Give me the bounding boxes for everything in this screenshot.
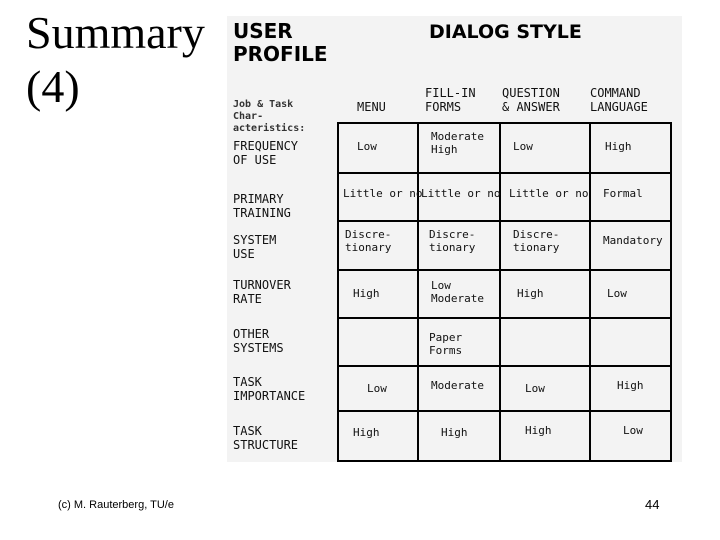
grid-cell [501, 367, 591, 412]
row-label-line1: TURNOVER [233, 278, 291, 292]
grid-cell [339, 271, 419, 319]
grid-cell-text: Low [623, 424, 643, 437]
row-label-task-importance [233, 375, 305, 403]
grid-cell-text: Formal [603, 187, 643, 200]
grid-cell [339, 412, 419, 460]
row-label-line2: STRUCTURE [233, 438, 299, 452]
grid-cell [339, 222, 419, 271]
grid-cell [591, 124, 670, 174]
grid-cell [591, 412, 670, 460]
grid-cell [501, 222, 591, 271]
grid-cell-text: Low [525, 382, 545, 395]
row-label-line1: OTHER [233, 327, 270, 341]
row-label-line2: USE [233, 247, 255, 261]
grid-cell-text: Low [431, 279, 451, 292]
row-label-line2: SYSTEMS [233, 341, 284, 355]
row-label-line2: RATE [233, 292, 262, 306]
grid-cell-text: High [525, 424, 552, 437]
grid-cell-text: High [441, 426, 468, 439]
user-profile-line2: PROFILE [233, 42, 328, 66]
column-header-question-answer [502, 86, 560, 114]
grid-cell-text: High [353, 426, 380, 439]
grid-cell-text: tionary [345, 241, 392, 254]
grid-cell-text: Moderate [431, 379, 484, 392]
grid-cell [419, 174, 501, 222]
grid-cell [419, 222, 501, 271]
grid-cell [419, 367, 501, 412]
grid-cell-text: High [517, 287, 544, 300]
grid-cell-text: tionary [513, 241, 560, 254]
grid-cell-text: Forms [429, 344, 463, 357]
grid-cell [591, 319, 670, 367]
dialog-style-grid [337, 122, 672, 462]
grid-cell [339, 319, 419, 367]
row-label-task-structure [233, 424, 298, 452]
grid-cell [419, 124, 501, 174]
row-label-line1: FREQUENCY [233, 139, 299, 153]
column-header-line1: QUESTION [502, 86, 560, 100]
grid-cell-text: tionary [429, 241, 476, 254]
grid-cell [339, 174, 423, 222]
grid-cell-text: Low [513, 140, 533, 153]
grid-cell-text: Moderate [431, 292, 484, 305]
grid-cell-text: Discre- [513, 228, 560, 241]
column-header-command-language [590, 86, 648, 114]
grid-cell [501, 124, 591, 174]
column-header-line2: LANGUAGE [590, 100, 648, 114]
task-char-line1: Job & Task [233, 99, 294, 110]
page-number: 44 [645, 497, 660, 512]
column-header-fill-in-forms [425, 86, 476, 114]
grid-cell-text: Little or no [509, 187, 589, 200]
grid-cell-text: Little or no [343, 187, 423, 200]
column-header-line1: COMMAND [590, 86, 641, 100]
grid-cell-text: Discre- [345, 228, 392, 241]
slide-title-line1: Summary [26, 7, 205, 58]
grid-cell-text: Mandatory [603, 234, 663, 247]
row-label-line1: TASK [233, 424, 262, 438]
row-label-turnover-rate [233, 278, 291, 306]
slide-title-line2: (4) [26, 61, 80, 112]
column-header-line2: & ANSWER [502, 100, 560, 114]
grid-cell-text: High [431, 143, 458, 156]
column-header-line1: FILL-IN [425, 86, 476, 100]
grid-cell-text: Little or no [421, 187, 501, 200]
row-label-system-use [233, 233, 276, 261]
grid-cell [591, 271, 670, 319]
row-label-frequency-of-use [233, 139, 298, 167]
row-label-line2: TRAINING [233, 206, 291, 220]
task-char-line2: Char- [233, 111, 264, 122]
task-char-line3: acteristics: [233, 123, 306, 134]
grid-cell [339, 367, 419, 412]
row-label-other-systems [233, 327, 284, 355]
grid-cell-text: Low [367, 382, 387, 395]
footer-credit: (c) M. Rauterberg, TU/e [58, 499, 174, 511]
grid-cell [419, 271, 501, 319]
scanned-table-image [227, 16, 682, 462]
grid-cell-text: Moderate [431, 130, 484, 143]
slide-title [26, 6, 205, 114]
grid-cell-text: High [617, 379, 644, 392]
row-label-line1: PRIMARY [233, 192, 284, 206]
grid-cell-text: High [353, 287, 380, 300]
task-characteristics-label [233, 99, 305, 135]
row-label-line2: IMPORTANCE [233, 389, 306, 403]
column-header-menu [357, 100, 386, 114]
grid-cell-text: Low [357, 140, 377, 153]
grid-cell [419, 319, 501, 367]
grid-cell [419, 412, 501, 460]
grid-cell-text: Discre- [429, 228, 476, 241]
column-header-line1: MENU [357, 100, 386, 114]
column-header-line2: FORMS [425, 100, 462, 114]
grid-cell [591, 222, 670, 271]
grid-cell-text: Paper [429, 331, 463, 344]
grid-cell [501, 174, 591, 222]
grid-cell [501, 412, 591, 460]
user-profile-line1: USER [233, 19, 293, 43]
user-profile-header [233, 20, 328, 66]
grid-cell [501, 319, 591, 367]
row-label-line1: SYSTEM [233, 233, 277, 247]
grid-cell [591, 174, 670, 222]
grid-cell [591, 367, 670, 412]
row-label-primary-training [233, 192, 291, 220]
grid-cell-text: High [605, 140, 632, 153]
row-label-line2: OF USE [233, 153, 277, 167]
grid-cell-text: Low [607, 287, 627, 300]
grid-cell [501, 271, 591, 319]
row-label-line1: TASK [233, 375, 262, 389]
grid-cell [339, 124, 419, 174]
dialog-style-header: DIALOG STYLE [429, 21, 582, 43]
